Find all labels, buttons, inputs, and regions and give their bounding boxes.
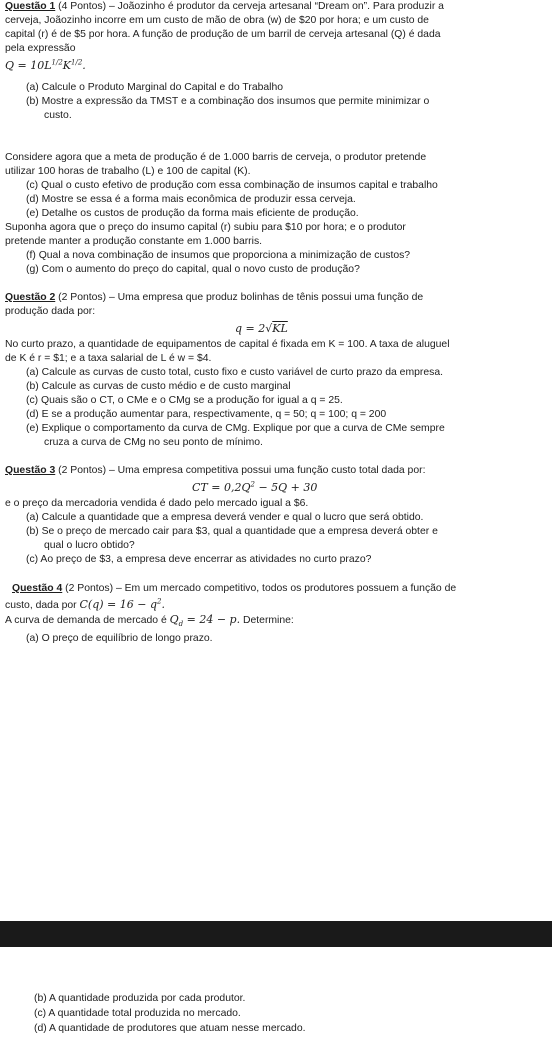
q1-item-g: (g) Com o aumento do preço do capital, qual o novo custo de produção?	[26, 264, 360, 275]
q4-item-b: (b) A quantidade produzida por cada produtor.	[34, 993, 246, 1004]
q4-cost-line: custo, dada por $C(q) = 16 - q^2$.	[5, 597, 165, 611]
q1-item-a: (a) Calcule o Produto Marginal do Capital e do Trabalho	[26, 82, 284, 93]
q2-item-c: (c) Quais são o CT, o CMe e o CMg se a produção for igual a q = 25.	[26, 395, 343, 406]
q2-item-d: (d) E se a produção aumentar para, respectivamente, q = 50; q = 100; q = 200	[26, 409, 387, 420]
q2-item-b: (b) Calcule as curvas de custo médio e de custo marginal	[26, 381, 291, 392]
q3-formula: CT = $0,2Q^2 - 5Q + 30$	[192, 480, 318, 494]
q3-item-b-cont: qual o lucro obtido?	[44, 540, 135, 551]
q1-para2-line-2: utilizar 100 horas de trabalho (L) e 100 de capital (K).	[5, 166, 251, 177]
q4-item-a: (a) O preço de equilíbrio de longo prazo.	[26, 633, 213, 644]
q1-item-b-cont: custo.	[44, 110, 72, 121]
q4-item-c: (c) A quantidade total produzida no mercado.	[34, 1008, 241, 1019]
q3-item-a: (a) Calcule a quantidade que a empresa deverá vender e qual o lucro que será obtido.	[26, 512, 424, 523]
q2-item-e: (e) Explique o comportamento da curva de CMg. Explique por que a curva de CMe sempre	[26, 423, 445, 434]
q2-intro-line-2: produção dada por:	[5, 306, 96, 317]
q4-demand-line: A curva de demanda de mercado é $Q_d = 24 - p$. Determine:	[5, 613, 294, 629]
q2-item-a: (a) Calcule as curvas de custo total, custo fixo e custo variável de curto prazo da empresa.	[26, 367, 443, 378]
q1-intro-line-1: Questão 1 (4 Pontos) – Joãozinho é produtor da cerveja artesanal “Dream on”. Para produzir a	[5, 1, 444, 12]
q1-heading: Questão 1	[5, 1, 56, 12]
q4-intro: Questão 4 (2 Pontos) – Em um mercado competitivo, todos os produtores possuem a função de	[12, 583, 457, 594]
q2-intro-line-1: Questão 2 (2 Pontos) – Uma empresa que produz bolinhas de tênis possui uma função de	[5, 292, 424, 303]
q4-item-d: (d) A quantidade de produtores que atuam nesse mercado.	[34, 1023, 306, 1034]
q2-formula: q = 2√KL	[235, 322, 288, 335]
q1-item-b: (b) Mostre a expressão da TMST e a combinação dos insumos que permite minimizar o	[26, 96, 430, 107]
q1-item-e: (e) Detalhe os custos de produção da forma mais eficiente de produção.	[26, 208, 359, 219]
q1-para2-line-1: Considere agora que a meta de produção é de 1.000 barris de cerveja, o produtor pretende	[5, 152, 427, 163]
q1-para3-line-1: Suponha agora que o preço do insumo capital (r) subiu para $10 por hora; e o produtor	[5, 222, 406, 233]
q1-intro-line-2: cerveja, Joãozinho incorre em um custo de mão de obra (w) de $20 por hora; e um custo de	[5, 15, 429, 26]
q2-para-line-1: No curto prazo, a quantidade de equipamentos de capital é fixada em K = 100. A taxa de aluguel	[5, 339, 450, 350]
q4-heading: Questão 4	[12, 583, 63, 594]
q1-item-f: (f) Qual a nova combinação de insumos que proporciona a minimização de custos?	[26, 250, 411, 261]
q3-item-b: (b) Se o preço de mercado cair para $3, qual a quantidade que a empresa deverá obter e	[26, 526, 438, 537]
q1-para3-line-2: pretende manter a produção constante em 1.000 barris.	[5, 236, 263, 247]
q2-heading: Questão 2	[5, 292, 56, 303]
q3-intro: Questão 3 (2 Pontos) – Uma empresa competitiva possui uma função custo total dada por:	[5, 465, 426, 476]
q1-intro-line-3: capital (r) é de $5 por hora. A função de produção de um barril de cerveja artesanal (Q) é dada	[5, 29, 441, 40]
q1-intro-line-4: pela expressão	[5, 43, 76, 54]
q1-formula: $Q = 10L^{1/2}K^{1/2}$.	[5, 58, 86, 72]
q2-item-e-cont: cruza a curva de CMg no seu ponto de mínimo.	[44, 437, 263, 448]
page-separator-bar	[0, 921, 552, 947]
q3-heading: Questão 3	[5, 465, 56, 476]
q3-item-c: (c) Ao preço de $3, a empresa deve encerrar as atividades no curto prazo?	[26, 554, 372, 565]
q1-item-c: (c) Qual o custo efetivo de produção com essa combinação de insumos capital e trabalho	[26, 180, 438, 191]
q1-item-d: (d) Mostre se essa é a forma mais econômica de produzir essa cerveja.	[26, 194, 356, 205]
q2-para-line-2: de K é r = $1; e a taxa salarial de L é w = $4.	[5, 353, 212, 364]
q3-para: e o preço da mercadoria vendida é dado pelo mercado igual a $6.	[5, 498, 309, 509]
